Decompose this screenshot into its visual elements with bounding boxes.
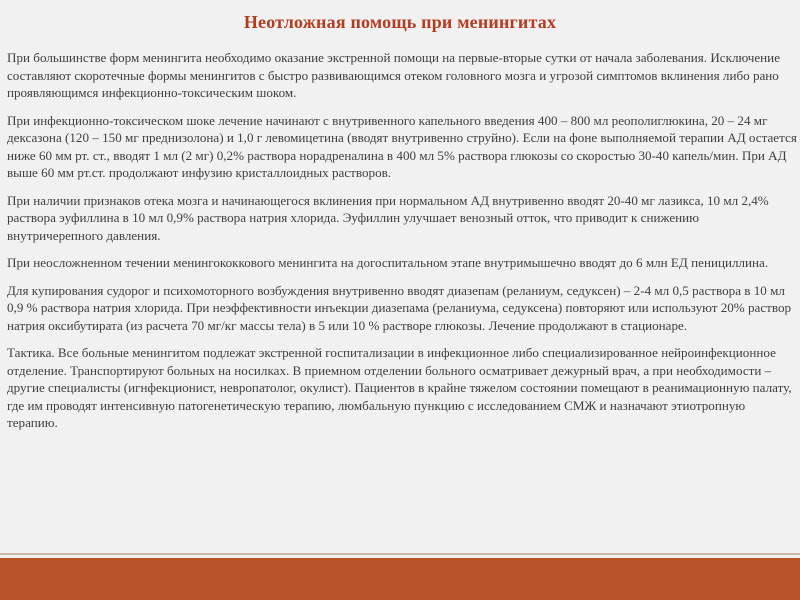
slide-body [7,49,797,442]
paragraph-tactics: Тактика. Все больные менингитом подлежат экстренной госпитализации в инфекционное либо специализированное нейроинфекционное отделение. Транспортируют больных на носилках. В приемном отделении больного осматривает дежурный врач, а при необходимости – другие специалисты (игнфекционист, невропатолог, окулист). Пациентов в крайне тяжелом состоянии помещают в реанимационную палату, где им проводят интенсивную патогенетическую терапию, люмбальную пункцию с исследованием СМЖ и назначают этиотропную терапию. [7,345,792,430]
paragraph-edema: При наличии признаков отека мозга и начинающегося вклинения при нормальном АД внутривенно вводят 20-40 мг лазикса, 10 мл 2,4% раствора эуфиллина в 10 мл 0,9% раствора натрия хлорида. Эуфиллин улучшает венозный отток, что приводит к снижению внутричерепного давления. [7,192,769,243]
paragraph-intro: При большинстве форм менингита необходимо оказание экстренной помощи на первые-вторые сутки от начала заболевания. Исключение составляют скоротечные формы менингитов с быстро развивающимся отеком головного мозга и угрозой симптомов вклинения либо рано проявляющимся инфекционно-токсическим шоком. [7,50,781,100]
paragraph-penicillin: При неосложненном течении менингококкового менингита на догоспитальном этапе внутримышечно вводят до 6 млн ЕД пенициллина. [7,255,769,270]
slide-title: Неотложная помощь при менингитах [243,12,557,32]
paragraph-seizures: Для купирования судорог и психомоторного возбуждения внутривенно вводят диазепам (реланиум, седуксен) – 2-4 мл 0,5 раствора в 10 мл 0,9 % раствора натрия хлорида. При неэффективности инъекции диазепама (реланиума, седуксена) повторяют или используют 20% раствор натрия оксибутирата (из расчета 70 мг/кг массы тела) в 5 или 10 % растворе глюкозы. Лечение продолжают в стационаре. [7,282,792,333]
footer-divider [0,553,800,555]
paragraph-shock: При инфекционно-токсическом шоке лечение начинают с внутривенного капельного введения 400 – 800 мл реополиглюкина, 20 – 24 мг дексазона (120 – 150 мг преднизолона) и 1,0 г левомицетина (вводят внутривенно струйно). Если на фоне выполняемой терапии АД остается ниже 60 мм рт. ст., вводят 1 мл (2 мг) 0,2% раствора норадреналина в 400 мл 5% раствора глюкозы со скоростью 30-40 капель/мин. При АД выше 60 мм рт.ст. продолжают инфузию кристаллоидных растворов. [7,112,797,180]
footer-band [0,558,800,600]
